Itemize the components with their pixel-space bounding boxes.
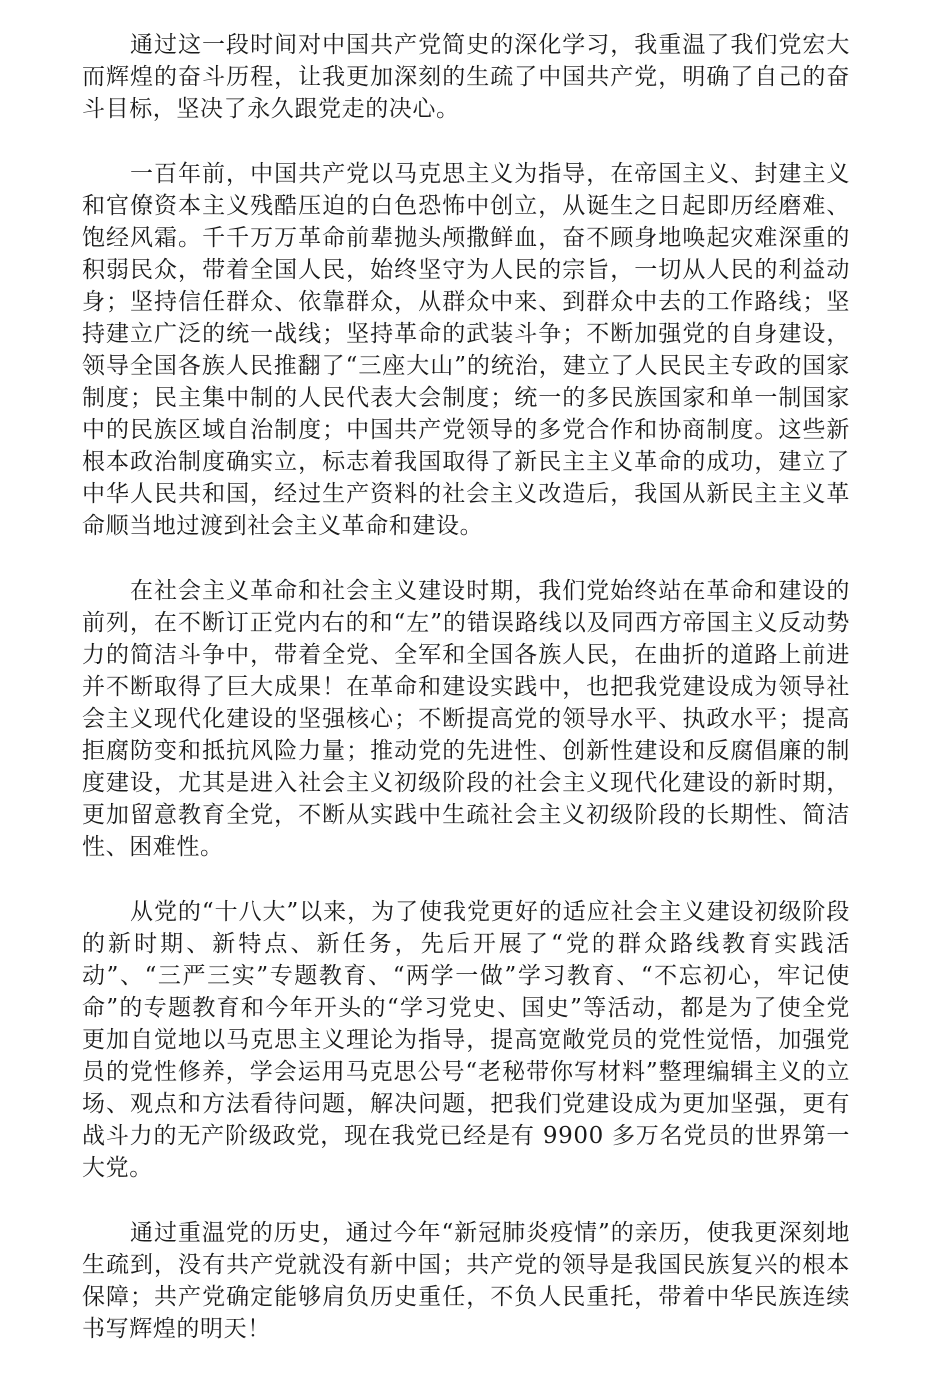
document-body (82, 29, 850, 1378)
paragraph-4: 从党的“十八大”以来，为了使我党更好的适应社会主义建设初级阶段的新时期、新特点、新任务，先后开展了“党的群众路线教育实践活动”、“三严三实”专题教育、“两学一做”学习教育、“不忘初心，牢记使命”的专题教育和今年开头的“学习党史、国史”等活动，都是为了使全党更加自觉地以马克思主义理论为指导，提高宽敞党员的党性觉悟，加强党员的党性修养，学会运用马克思公号“老秘带你写材料”整理编辑主义的立场、观点和方法看待问题，解决问题，把我们党建设成为更加坚强，更有战斗力的无产阶级政党，现在我党已经是有 9900 多万名党员的世界第一大党。 (82, 899, 850, 1181)
paragraph-3: 在社会主义革命和社会主义建设时期，我们党始终站在革命和建设的前列，在不断订正党内右的和“左”的错误路线以及同西方帝国主义反动势力的简洁斗争中，带着全党、全军和全国各族人民，在曲折的道路上前进并不断取得了巨大成果！在革命和建设实践中，也把我党建设成为领导社会主义现代化建设的坚强核心；不断提高党的领导水平、执政水平；提高拒腐防变和抵抗风险力量；推动党的先进性、创新性建设和反腐倡廉的制度建设，尤其是进入社会主义初级阶段的社会主义现代化建设的新时期，更加留意教育全党，不断从实践中生疏社会主义初级阶段的长期性、简洁性、困难性。 (82, 578, 850, 860)
paragraph-5: 通过重温党的历史，通过今年“新冠肺炎疫情”的亲历，使我更深刻地生疏到，没有共产党就没有新中国；共产党的领导是我国民族复兴的根本保障；共产党确定能够肩负历史重任，不负人民重托，带着中华民族连续书写辉煌的明天！ (82, 1220, 850, 1342)
paragraph-1: 通过这一段时间对中国共产党简史的深化学习，我重温了我们党宏大而辉煌的奋斗历程，让我更加深刻的生疏了中国共产党，明确了自己的奋斗目标，坚决了永久跟党走的决心。 (82, 32, 850, 122)
paragraph-2: 一百年前，中国共产党以马克思主义为指导，在帝国主义、封建主义和官僚资本主义残酷压迫的白色恐怖中创立，从诞生之日起即历经磨难、饱经风霜。千千万万革命前辈抛头颅撒鲜血，奋不顾身地唤起灾难深重的积弱民众，带着全国人民，始终坚守为人民的宗旨，一切从人民的利益动身；坚持信任群众、依靠群众，从群众中来、到群众中去的工作路线；坚持建立广泛的统一战线；坚持革命的武装斗争；不断加强党的自身建设，领导全国各族人民推翻了“三座大山”的统治，建立了人民民主专政的国家制度；民主集中制的人民代表大会制度；统一的多民族国家和单一制国家中的民族区域自治制度；中国共产党领导的多党合作和协商制度。这些新根本政治制度确实立，标志着我国取得了新民主主义革命的成功，建立了中华人民共和国，经过生产资料的社会主义改造后，我国从新民主主义革命顺当地过渡到社会主义革命和建设。 (82, 161, 850, 539)
